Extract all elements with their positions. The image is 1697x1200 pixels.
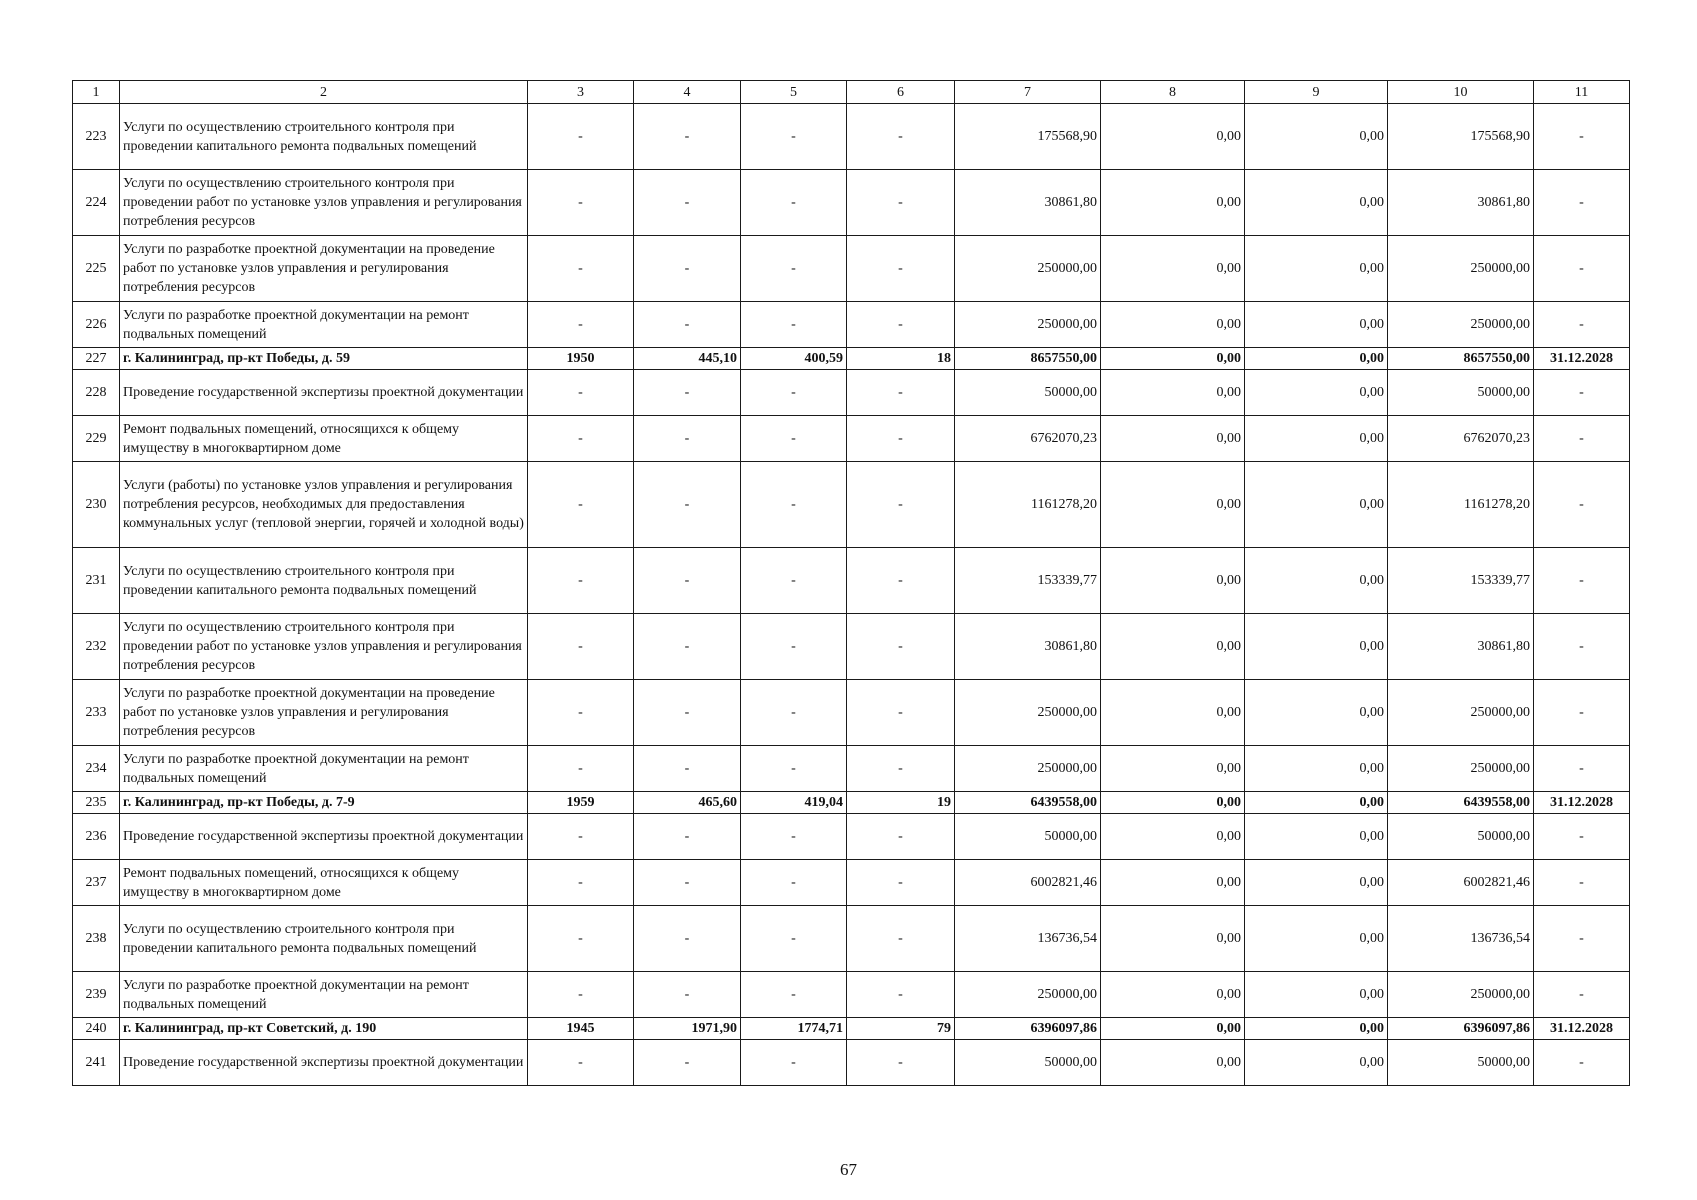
row-number-cell: 236 xyxy=(73,814,120,860)
address-row xyxy=(73,1018,1630,1040)
header-cell: 2 xyxy=(120,81,528,104)
fund-cost-cell: 0,00 xyxy=(1101,814,1245,860)
living-area-cell: - xyxy=(741,170,847,236)
year-cell: - xyxy=(528,906,634,972)
total-cost-cell: 6762070,23 xyxy=(955,416,1101,462)
work-name-cell: Проведение государственной экспертизы проектной документации xyxy=(120,814,528,860)
budget-cost-cell: 0,00 xyxy=(1245,348,1388,370)
total-cost-cell: 30861,80 xyxy=(955,614,1101,680)
deadline-cell: - xyxy=(1534,860,1630,906)
living-area-cell: - xyxy=(741,416,847,462)
owners-cost-cell: 250000,00 xyxy=(1388,680,1534,746)
residents-cell: 18 xyxy=(847,348,955,370)
budget-cost-cell: 0,00 xyxy=(1245,746,1388,792)
owners-cost-cell: 30861,80 xyxy=(1388,614,1534,680)
header-cell: 3 xyxy=(528,81,634,104)
row-number-cell: 224 xyxy=(73,170,120,236)
living-area-cell: - xyxy=(741,680,847,746)
deadline-cell: - xyxy=(1534,170,1630,236)
total-cost-cell: 50000,00 xyxy=(955,814,1101,860)
total-area-cell: - xyxy=(634,236,741,302)
header-cell: 9 xyxy=(1245,81,1388,104)
total-area-cell: - xyxy=(634,814,741,860)
owners-cost-cell: 50000,00 xyxy=(1388,1040,1534,1086)
residents-cell: - xyxy=(847,236,955,302)
work-item-row xyxy=(73,302,1630,348)
residents-cell: - xyxy=(847,170,955,236)
year-cell: - xyxy=(528,462,634,548)
deadline-cell: 31.12.2028 xyxy=(1534,792,1630,814)
table-body xyxy=(73,81,1630,1086)
residents-cell: - xyxy=(847,462,955,548)
header-cell: 11 xyxy=(1534,81,1630,104)
work-item-row xyxy=(73,680,1630,746)
deadline-cell: - xyxy=(1534,462,1630,548)
budget-cost-cell: 0,00 xyxy=(1245,370,1388,416)
total-cost-cell: 6396097,86 xyxy=(955,1018,1101,1040)
deadline-cell: - xyxy=(1534,548,1630,614)
work-name-cell: Ремонт подвальных помещений, относящихся к общему имуществу в многоквартирном доме xyxy=(120,416,528,462)
budget-cost-cell: 0,00 xyxy=(1245,548,1388,614)
total-area-cell: - xyxy=(634,906,741,972)
row-number-cell: 232 xyxy=(73,614,120,680)
work-name-cell: Услуги по осуществлению строительного контроля при проведении капитального ремонта подвальных помещений xyxy=(120,104,528,170)
fund-cost-cell: 0,00 xyxy=(1101,170,1245,236)
fund-cost-cell: 0,00 xyxy=(1101,792,1245,814)
work-item-row xyxy=(73,814,1630,860)
residents-cell: - xyxy=(847,548,955,614)
address-row xyxy=(73,348,1630,370)
fund-cost-cell: 0,00 xyxy=(1101,614,1245,680)
total-area-cell: - xyxy=(634,104,741,170)
work-name-cell: Услуги по осуществлению строительного контроля при проведении капитального ремонта подвальных помещений xyxy=(120,548,528,614)
work-name-cell: Проведение государственной экспертизы проектной документации xyxy=(120,1040,528,1086)
living-area-cell: - xyxy=(741,462,847,548)
header-cell: 6 xyxy=(847,81,955,104)
work-item-row xyxy=(73,104,1630,170)
work-name-cell: Услуги по разработке проектной документации на ремонт подвальных помещений xyxy=(120,746,528,792)
work-item-row xyxy=(73,416,1630,462)
work-name-cell: г. Калининград, пр-кт Победы, д. 59 xyxy=(120,348,528,370)
year-cell: - xyxy=(528,680,634,746)
year-cell: - xyxy=(528,104,634,170)
residents-cell: - xyxy=(847,614,955,680)
header-cell: 7 xyxy=(955,81,1101,104)
page-number: 67 xyxy=(840,1160,857,1179)
fund-cost-cell: 0,00 xyxy=(1101,348,1245,370)
deadline-cell: 31.12.2028 xyxy=(1534,1018,1630,1040)
fund-cost-cell: 0,00 xyxy=(1101,680,1245,746)
year-cell: - xyxy=(528,370,634,416)
budget-cost-cell: 0,00 xyxy=(1245,614,1388,680)
total-area-cell: - xyxy=(634,972,741,1018)
year-cell: - xyxy=(528,548,634,614)
row-number-cell: 225 xyxy=(73,236,120,302)
year-cell: - xyxy=(528,236,634,302)
row-number-cell: 239 xyxy=(73,972,120,1018)
owners-cost-cell: 6002821,46 xyxy=(1388,860,1534,906)
budget-cost-cell: 0,00 xyxy=(1245,1018,1388,1040)
year-cell: - xyxy=(528,170,634,236)
budget-cost-cell: 0,00 xyxy=(1245,462,1388,548)
total-cost-cell: 250000,00 xyxy=(955,680,1101,746)
total-cost-cell: 6439558,00 xyxy=(955,792,1101,814)
work-name-cell: Услуги по осуществлению строительного контроля при проведении капитального ремонта подвальных помещений xyxy=(120,906,528,972)
living-area-cell: - xyxy=(741,370,847,416)
total-area-cell: - xyxy=(634,462,741,548)
living-area-cell: - xyxy=(741,104,847,170)
owners-cost-cell: 1161278,20 xyxy=(1388,462,1534,548)
total-area-cell: - xyxy=(634,860,741,906)
year-cell: 1945 xyxy=(528,1018,634,1040)
fund-cost-cell: 0,00 xyxy=(1101,746,1245,792)
owners-cost-cell: 50000,00 xyxy=(1388,370,1534,416)
repair-program-table xyxy=(72,80,1630,1086)
living-area-cell: - xyxy=(741,814,847,860)
budget-cost-cell: 0,00 xyxy=(1245,416,1388,462)
fund-cost-cell: 0,00 xyxy=(1101,1018,1245,1040)
living-area-cell: - xyxy=(741,906,847,972)
work-name-cell: г. Калининград, пр-кт Победы, д. 7-9 xyxy=(120,792,528,814)
work-name-cell: Услуги по осуществлению строительного контроля при проведении работ по установке узлов управления и регулирования потребления ресурсов xyxy=(120,614,528,680)
owners-cost-cell: 250000,00 xyxy=(1388,302,1534,348)
work-name-cell: г. Калининград, пр-кт Советский, д. 190 xyxy=(120,1018,528,1040)
total-cost-cell: 8657550,00 xyxy=(955,348,1101,370)
deadline-cell: - xyxy=(1534,746,1630,792)
row-number-cell: 233 xyxy=(73,680,120,746)
work-name-cell: Услуги по разработке проектной документации на проведение работ по установке узлов управления и регулирования потребления ресурсов xyxy=(120,236,528,302)
residents-cell: - xyxy=(847,814,955,860)
residents-cell: - xyxy=(847,302,955,348)
deadline-cell: - xyxy=(1534,814,1630,860)
deadline-cell: - xyxy=(1534,906,1630,972)
residents-cell: - xyxy=(847,680,955,746)
owners-cost-cell: 6396097,86 xyxy=(1388,1018,1534,1040)
living-area-cell: 1774,71 xyxy=(741,1018,847,1040)
year-cell: - xyxy=(528,746,634,792)
owners-cost-cell: 6439558,00 xyxy=(1388,792,1534,814)
row-number-cell: 240 xyxy=(73,1018,120,1040)
total-area-cell: 445,10 xyxy=(634,348,741,370)
year-cell: - xyxy=(528,814,634,860)
living-area-cell: - xyxy=(741,302,847,348)
total-cost-cell: 175568,90 xyxy=(955,104,1101,170)
total-cost-cell: 153339,77 xyxy=(955,548,1101,614)
header-cell: 1 xyxy=(73,81,120,104)
deadline-cell: 31.12.2028 xyxy=(1534,348,1630,370)
year-cell: 1959 xyxy=(528,792,634,814)
living-area-cell: - xyxy=(741,972,847,1018)
residents-cell: - xyxy=(847,104,955,170)
work-item-row xyxy=(73,236,1630,302)
budget-cost-cell: 0,00 xyxy=(1245,236,1388,302)
living-area-cell: - xyxy=(741,1040,847,1086)
total-area-cell: - xyxy=(634,680,741,746)
row-number-cell: 237 xyxy=(73,860,120,906)
work-item-row xyxy=(73,370,1630,416)
owners-cost-cell: 153339,77 xyxy=(1388,548,1534,614)
total-cost-cell: 250000,00 xyxy=(955,972,1101,1018)
year-cell: - xyxy=(528,416,634,462)
row-number-cell: 235 xyxy=(73,792,120,814)
year-cell: - xyxy=(528,972,634,1018)
residents-cell: - xyxy=(847,972,955,1018)
row-number-cell: 231 xyxy=(73,548,120,614)
header-cell: 5 xyxy=(741,81,847,104)
owners-cost-cell: 250000,00 xyxy=(1388,236,1534,302)
deadline-cell: - xyxy=(1534,302,1630,348)
total-area-cell: - xyxy=(634,548,741,614)
living-area-cell: - xyxy=(741,860,847,906)
fund-cost-cell: 0,00 xyxy=(1101,462,1245,548)
budget-cost-cell: 0,00 xyxy=(1245,1040,1388,1086)
work-item-row xyxy=(73,860,1630,906)
fund-cost-cell: 0,00 xyxy=(1101,302,1245,348)
total-cost-cell: 250000,00 xyxy=(955,236,1101,302)
residents-cell: 79 xyxy=(847,1018,955,1040)
fund-cost-cell: 0,00 xyxy=(1101,860,1245,906)
fund-cost-cell: 0,00 xyxy=(1101,906,1245,972)
year-cell: 1950 xyxy=(528,348,634,370)
living-area-cell: - xyxy=(741,746,847,792)
total-area-cell: - xyxy=(634,746,741,792)
owners-cost-cell: 8657550,00 xyxy=(1388,348,1534,370)
row-number-cell: 238 xyxy=(73,906,120,972)
owners-cost-cell: 50000,00 xyxy=(1388,814,1534,860)
deadline-cell: - xyxy=(1534,972,1630,1018)
total-cost-cell: 50000,00 xyxy=(955,1040,1101,1086)
living-area-cell: 419,04 xyxy=(741,792,847,814)
total-cost-cell: 250000,00 xyxy=(955,302,1101,348)
budget-cost-cell: 0,00 xyxy=(1245,792,1388,814)
total-area-cell: - xyxy=(634,302,741,348)
living-area-cell: - xyxy=(741,548,847,614)
total-cost-cell: 250000,00 xyxy=(955,746,1101,792)
year-cell: - xyxy=(528,860,634,906)
residents-cell: 19 xyxy=(847,792,955,814)
row-number-cell: 228 xyxy=(73,370,120,416)
budget-cost-cell: 0,00 xyxy=(1245,104,1388,170)
year-cell: - xyxy=(528,302,634,348)
work-item-row xyxy=(73,614,1630,680)
year-cell: - xyxy=(528,614,634,680)
total-area-cell: - xyxy=(634,1040,741,1086)
deadline-cell: - xyxy=(1534,104,1630,170)
owners-cost-cell: 250000,00 xyxy=(1388,746,1534,792)
budget-cost-cell: 0,00 xyxy=(1245,860,1388,906)
work-name-cell: Услуги (работы) по установке узлов управления и регулирования потребления ресурсов, необходимых для предоставления коммунальных услуг (тепловой энергии, горячей и холодной воды) xyxy=(120,462,528,548)
address-row xyxy=(73,792,1630,814)
work-item-row xyxy=(73,746,1630,792)
work-item-row xyxy=(73,972,1630,1018)
work-name-cell: Услуги по разработке проектной документации на ремонт подвальных помещений xyxy=(120,302,528,348)
row-number-cell: 223 xyxy=(73,104,120,170)
row-number-cell: 227 xyxy=(73,348,120,370)
total-area-cell: - xyxy=(634,416,741,462)
work-name-cell: Ремонт подвальных помещений, относящихся к общему имуществу в многоквартирном доме xyxy=(120,860,528,906)
owners-cost-cell: 175568,90 xyxy=(1388,104,1534,170)
work-item-row xyxy=(73,1040,1630,1086)
residents-cell: - xyxy=(847,1040,955,1086)
owners-cost-cell: 30861,80 xyxy=(1388,170,1534,236)
row-number-cell: 230 xyxy=(73,462,120,548)
row-number-cell: 234 xyxy=(73,746,120,792)
fund-cost-cell: 0,00 xyxy=(1101,1040,1245,1086)
row-number-cell: 226 xyxy=(73,302,120,348)
residents-cell: - xyxy=(847,906,955,972)
fund-cost-cell: 0,00 xyxy=(1101,548,1245,614)
row-number-cell: 241 xyxy=(73,1040,120,1086)
year-cell: - xyxy=(528,1040,634,1086)
total-area-cell: - xyxy=(634,170,741,236)
living-area-cell: - xyxy=(741,236,847,302)
deadline-cell: - xyxy=(1534,236,1630,302)
deadline-cell: - xyxy=(1534,1040,1630,1086)
total-cost-cell: 30861,80 xyxy=(955,170,1101,236)
work-item-row xyxy=(73,462,1630,548)
total-cost-cell: 50000,00 xyxy=(955,370,1101,416)
total-area-cell: - xyxy=(634,614,741,680)
budget-cost-cell: 0,00 xyxy=(1245,906,1388,972)
header-cell: 4 xyxy=(634,81,741,104)
owners-cost-cell: 250000,00 xyxy=(1388,972,1534,1018)
row-number-cell: 229 xyxy=(73,416,120,462)
work-name-cell: Услуги по разработке проектной документации на ремонт подвальных помещений xyxy=(120,972,528,1018)
total-area-cell: - xyxy=(634,370,741,416)
budget-cost-cell: 0,00 xyxy=(1245,680,1388,746)
living-area-cell: 400,59 xyxy=(741,348,847,370)
total-area-cell: 465,60 xyxy=(634,792,741,814)
fund-cost-cell: 0,00 xyxy=(1101,236,1245,302)
living-area-cell: - xyxy=(741,614,847,680)
deadline-cell: - xyxy=(1534,614,1630,680)
work-name-cell: Услуги по разработке проектной документации на проведение работ по установке узлов управления и регулирования потребления ресурсов xyxy=(120,680,528,746)
total-cost-cell: 1161278,20 xyxy=(955,462,1101,548)
deadline-cell: - xyxy=(1534,370,1630,416)
total-cost-cell: 136736,54 xyxy=(955,906,1101,972)
header-cell: 10 xyxy=(1388,81,1534,104)
total-cost-cell: 6002821,46 xyxy=(955,860,1101,906)
work-item-row xyxy=(73,548,1630,614)
deadline-cell: - xyxy=(1534,416,1630,462)
fund-cost-cell: 0,00 xyxy=(1101,104,1245,170)
budget-cost-cell: 0,00 xyxy=(1245,170,1388,236)
residents-cell: - xyxy=(847,370,955,416)
residents-cell: - xyxy=(847,416,955,462)
header-cell: 8 xyxy=(1101,81,1245,104)
column-number-header xyxy=(73,81,1630,104)
work-name-cell: Услуги по осуществлению строительного контроля при проведении работ по установке узлов управления и регулирования потребления ресурсов xyxy=(120,170,528,236)
deadline-cell: - xyxy=(1534,680,1630,746)
work-item-row xyxy=(73,906,1630,972)
total-area-cell: 1971,90 xyxy=(634,1018,741,1040)
fund-cost-cell: 0,00 xyxy=(1101,972,1245,1018)
owners-cost-cell: 6762070,23 xyxy=(1388,416,1534,462)
fund-cost-cell: 0,00 xyxy=(1101,370,1245,416)
budget-cost-cell: 0,00 xyxy=(1245,302,1388,348)
residents-cell: - xyxy=(847,746,955,792)
work-item-row xyxy=(73,170,1630,236)
budget-cost-cell: 0,00 xyxy=(1245,814,1388,860)
budget-cost-cell: 0,00 xyxy=(1245,972,1388,1018)
fund-cost-cell: 0,00 xyxy=(1101,416,1245,462)
work-name-cell: Проведение государственной экспертизы проектной документации xyxy=(120,370,528,416)
residents-cell: - xyxy=(847,860,955,906)
owners-cost-cell: 136736,54 xyxy=(1388,906,1534,972)
